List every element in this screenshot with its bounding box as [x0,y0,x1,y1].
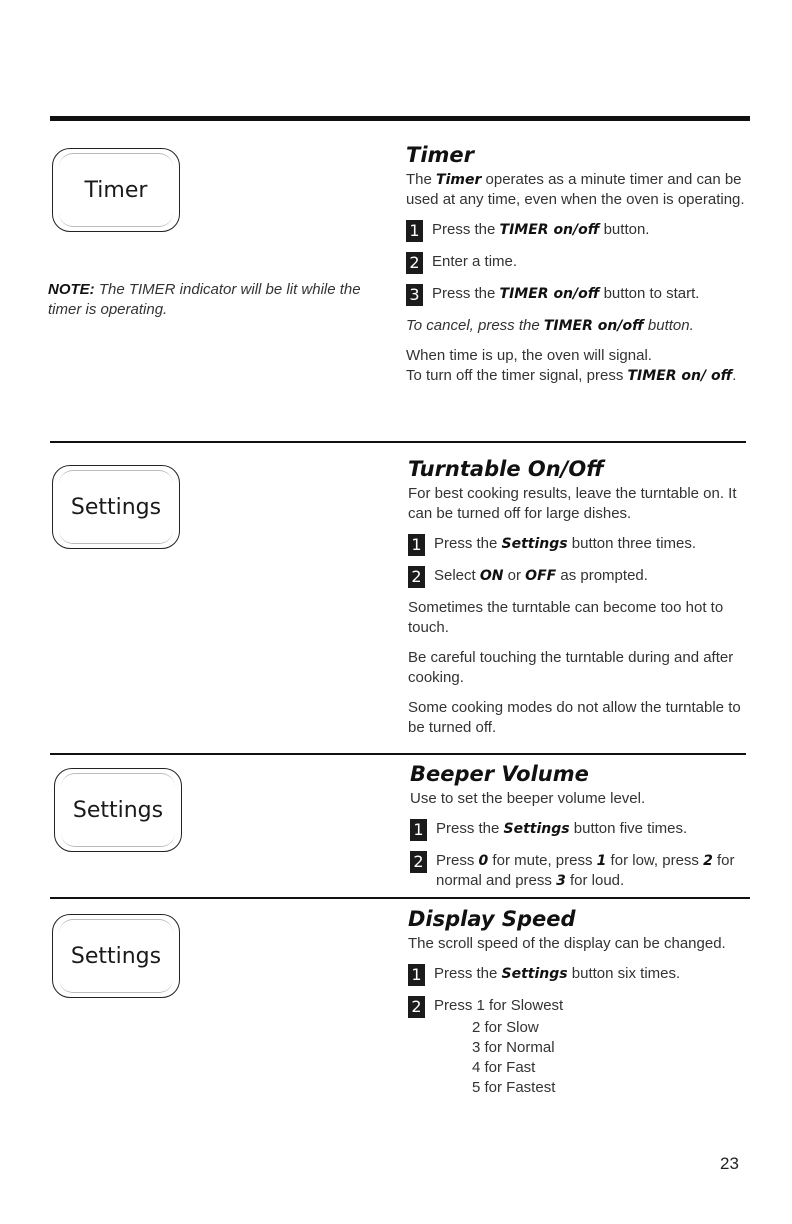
turntable-note-modes: Some cooking modes do not allow the turntable to be turned off. [408,699,741,736]
settings-button-label: Settings [70,494,162,520]
beeper-step-1: 1 Press the Settings button five times. [410,819,755,841]
timer-signal: When time is up, the oven will signal. To turn off the timer signal, press TIMER on/ off. [406,347,737,384]
display-step-1: 1 Press the Settings button six times. [408,964,753,986]
timer-step-3: 3 Press the TIMER on/off button to start. [406,284,751,306]
top-rule [50,116,750,121]
speed-option: 5 for Fastest [472,1079,556,1096]
display-speed-intro: The scroll speed of the display can be changed. [408,935,726,952]
turntable-intro: For best cooking results, leave the turntable on. It can be turned off for large dishes. [408,485,737,522]
turntable-step-1: 1 Press the Settings button three times. [408,534,753,556]
turntable-section [408,456,753,748]
step-number-icon: 3 [406,284,423,306]
note-label: NOTE: [48,281,95,298]
speed-options [408,1018,753,1098]
display-speed-section [408,906,753,1098]
step-number-icon: 2 [410,851,427,873]
page-number: 23 [720,1154,739,1173]
timer-button-label: Timer [84,177,148,203]
section-divider [50,897,750,899]
settings-button-label: Settings [70,943,162,969]
step-number-icon: 2 [408,996,425,1018]
note-text: The TIMER indicator will be lit while the timer is operating. [48,281,361,318]
settings-button[interactable] [52,914,180,998]
timer-step-1: 1 Press the TIMER on/off button. [406,220,751,242]
timer-heading: Timer [406,143,475,167]
step-number-icon: 1 [408,534,425,556]
settings-button[interactable] [52,465,180,549]
step-number-icon: 2 [408,566,425,588]
section-divider [50,753,746,755]
section-divider [50,441,746,443]
timer-section [406,142,751,396]
step-number-icon: 1 [408,964,425,986]
timer-intro: The Timer operates as a minute timer and can be used at any time, even when the oven is operating. [406,171,745,208]
settings-button[interactable] [54,768,182,852]
speed-option: 2 for Slow [472,1019,539,1036]
display-step-2: 2 Press 1 for Slowest [408,996,753,1018]
timer-note [48,280,378,320]
turntable-heading: Turntable On/Off [408,457,604,481]
step-number-icon: 2 [406,252,423,274]
step-number-icon: 1 [406,220,423,242]
timer-step-2: 2 Enter a time. [406,252,751,274]
turntable-warning-hot: Sometimes the turntable can become too hot to touch. [408,599,724,636]
speed-option: 4 for Fast [472,1059,536,1076]
beeper-intro: Use to set the beeper volume level. [410,790,646,807]
timer-cancel: To cancel, press the TIMER on/off button. [406,317,694,334]
turntable-warning-careful: Be careful touching the turntable during and after cooking. [408,649,734,686]
settings-button-label: Settings [72,797,164,823]
beeper-step-2: 2 Press 0 for mute, press 1 for low, press 2 for normal and press 3 for loud. [410,851,755,891]
step-number-icon: 1 [410,819,427,841]
beeper-section [410,761,755,901]
timer-button[interactable] [52,148,180,232]
speed-option: 3 for Normal [472,1039,555,1056]
turntable-step-2: 2 Select ON or OFF as prompted. [408,566,753,588]
beeper-heading: Beeper Volume [410,762,589,786]
display-speed-heading: Display Speed [408,907,576,931]
